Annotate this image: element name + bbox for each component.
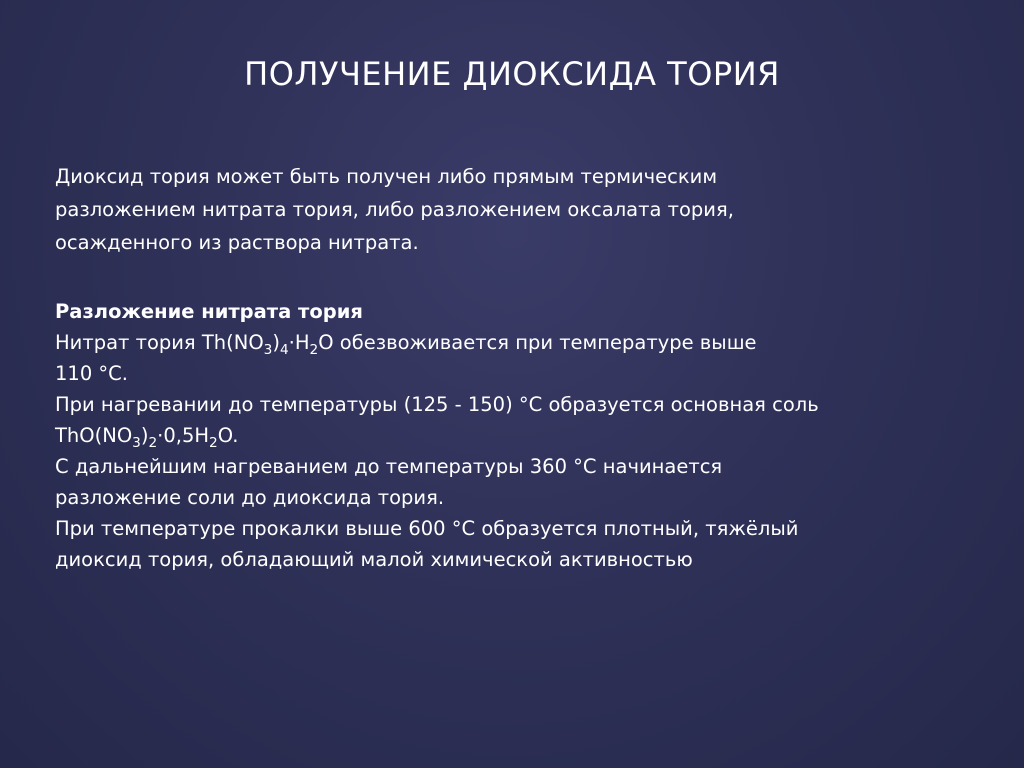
text-fragment: ) [140,424,149,447]
text-line: 110 °C. [55,362,128,385]
formula-line-thorium-nitrate [55,327,975,358]
slide-title: ПОЛУЧЕНИЕ ДИОКСИДА ТОРИЯ [244,55,780,93]
text-fragment: ThO(NO [55,424,133,447]
nitrate-decomposition-section [55,296,975,575]
subscript: 2 [309,341,319,358]
text-line: диоксид тория, обладающий малой химической активностью [55,548,693,571]
text-fragment: ·0,5H [157,424,210,447]
text-fragment: ·H [288,331,310,354]
section-heading: Разложение нитрата тория [55,300,363,323]
text-fragment: O обезвоживается при температуре выше [318,331,757,354]
text-fragment: O. [217,424,239,447]
text-fragment: Нитрат тория Th(NO [55,331,264,354]
text-line: При температуре прокалки выше 600 °C образуется плотный, тяжёлый [55,517,799,540]
intro-line: осажденного из раствора нитрата. [55,231,419,254]
intro-paragraph [55,160,935,259]
subscript: 2 [148,434,158,451]
text-line: разложение соли до диоксида тория. [55,486,445,509]
text-line: С дальнейшим нагреванием до температуры 360 °C начинается [55,455,723,478]
subscript: 3 [263,341,273,358]
text-fragment: ) [272,331,280,354]
intro-line: разложением нитрата тория, либо разложением оксалата тория, [55,198,734,221]
intro-line: Диоксид тория может быть получен либо прямым термическим [55,165,718,188]
formula-line-basic-salt [55,420,975,451]
text-line: При нагревании до температуры (125 - 150) °C образуется основная соль [55,393,819,416]
subscript: 4 [279,341,289,358]
subscript: 3 [132,434,141,451]
subscript: 2 [209,434,218,451]
